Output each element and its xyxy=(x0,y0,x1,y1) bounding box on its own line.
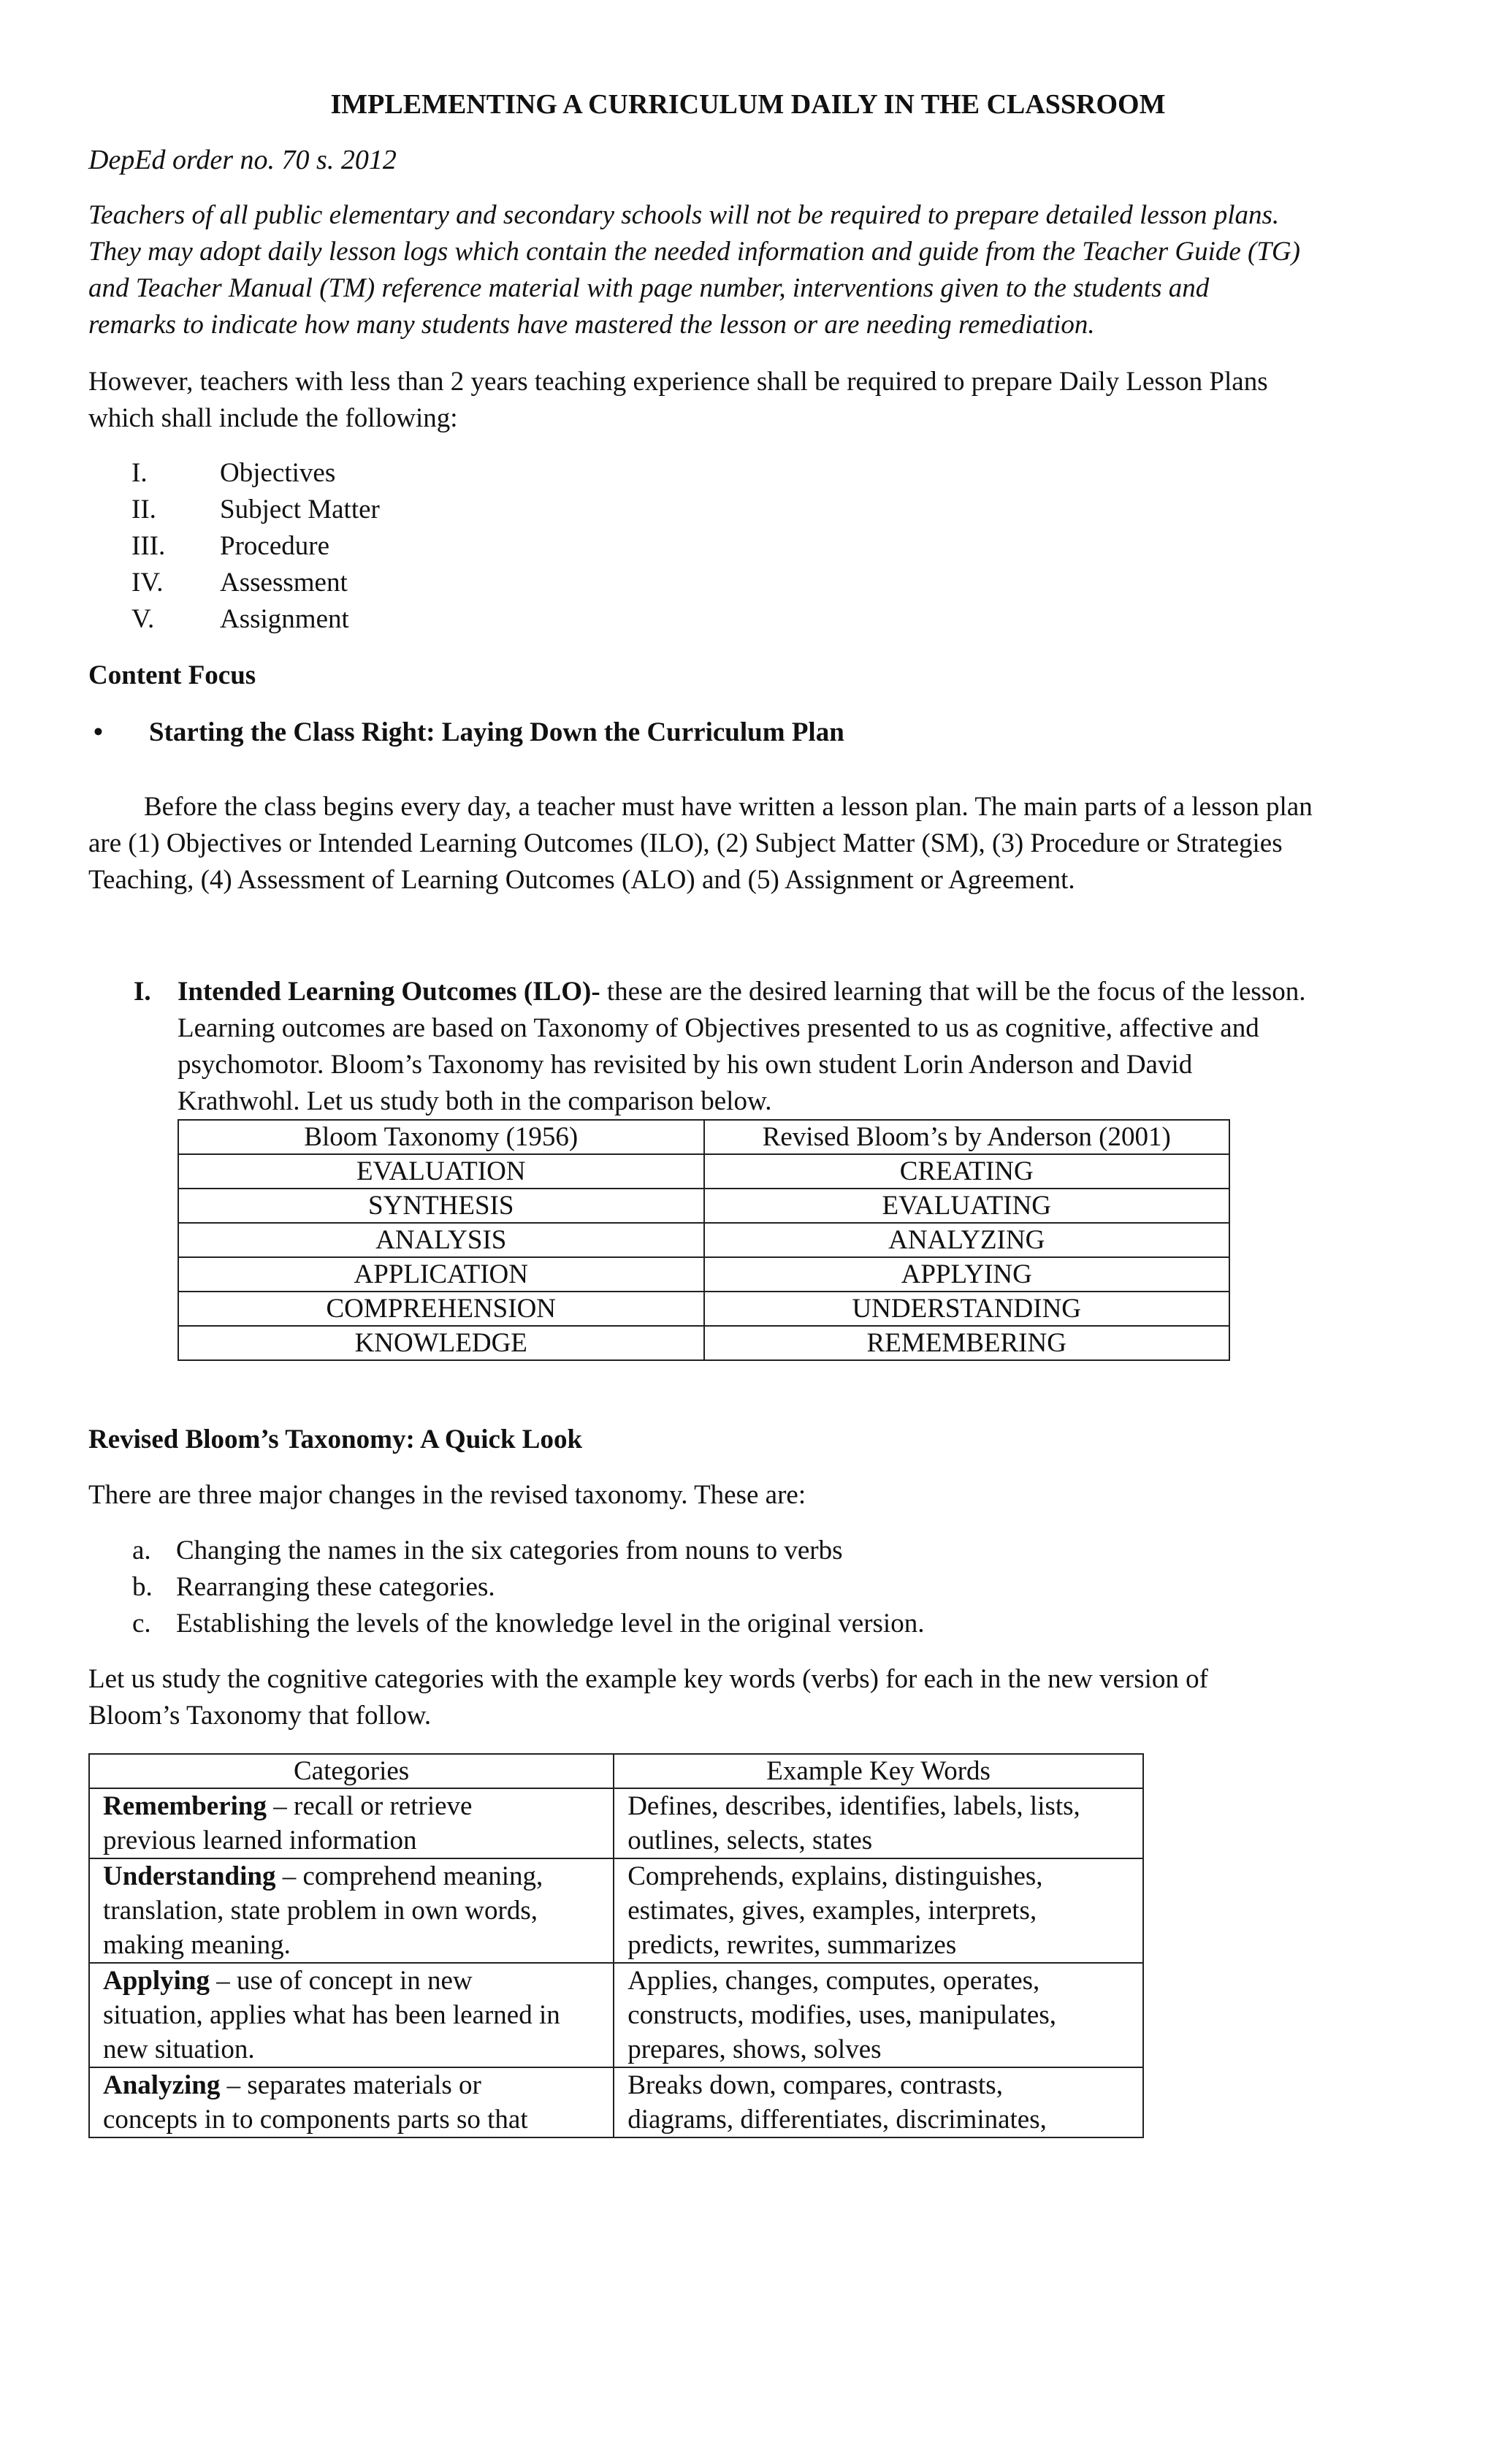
list-label: Procedure xyxy=(220,531,329,561)
list-item xyxy=(88,1569,924,1606)
table-header-cell: Bloom Taxonomy (1956) xyxy=(178,1120,704,1154)
category-term: Understanding xyxy=(103,1861,276,1891)
ilo-line: psychomotor. Bloom’s Taxonomy has revisited by his own student Lorin Anderson and David xyxy=(178,1050,1193,1080)
intro-line: and Teacher Manual (TM) reference material with page number, interventions given to the students and xyxy=(88,273,1210,303)
table-row xyxy=(89,1963,1143,2067)
keywords-line: predicts, rewrites, summarizes xyxy=(627,1930,957,1960)
category-cell xyxy=(89,2067,614,2137)
list-number: II. xyxy=(131,495,156,525)
paragraph-line: Teaching, (4) Assessment of Learning Outcomes (ALO) and (5) Assignment or Agreement. xyxy=(88,865,1075,895)
lesson-plan-paragraph xyxy=(88,789,1425,899)
paragraph-line: are (1) Objectives or Intended Learning Outcomes (ILO), (2) Subject Matter (SM), (3) Procedure or Strategies xyxy=(88,828,1283,858)
category-term: Remembering xyxy=(103,1791,267,1821)
list-letter: a. xyxy=(132,1536,151,1565)
keywords-line: outlines, selects, states xyxy=(627,1826,873,1855)
table-header-row xyxy=(178,1120,1229,1154)
table-row xyxy=(89,1858,1143,1963)
table-cell: COMPREHENSION xyxy=(178,1292,704,1326)
keywords-line: Breaks down, compares, contrasts, xyxy=(627,2070,1003,2100)
categories-table xyxy=(88,1753,1144,2138)
category-line xyxy=(103,2068,600,2102)
list-text: Establishing the levels of the knowledge level in the original version. xyxy=(176,1609,925,1639)
ilo-section xyxy=(134,974,1449,1120)
list-item xyxy=(88,601,380,638)
category-line: making meaning. xyxy=(103,1930,291,1960)
table-header-row xyxy=(89,1754,1143,1788)
list-number: III. xyxy=(131,531,166,561)
list-item xyxy=(88,455,380,492)
keywords-line: diagrams, differentiates, discriminates, xyxy=(627,2105,1047,2135)
ilo-first-line xyxy=(134,974,1449,1010)
category-cell xyxy=(89,1963,614,2067)
category-line: situation, applies what has been learned in xyxy=(103,2000,560,2030)
category-cell xyxy=(89,1788,614,1858)
keywords-line: Applies, changes, computes, operates, xyxy=(627,1966,1040,1996)
category-line xyxy=(103,1964,600,1998)
page-title: IMPLEMENTING A CURRICULUM DAILY IN THE CLASSROOM xyxy=(330,89,1166,120)
ilo-number: I. xyxy=(134,977,151,1007)
table-row xyxy=(178,1154,1229,1189)
list-number: I. xyxy=(131,458,148,488)
intro-line: Teachers of all public elementary and secondary schools will not be required to prepare detailed lesson plans. xyxy=(88,200,1280,230)
keywords-cell xyxy=(614,2067,1143,2137)
table-cell: SYNTHESIS xyxy=(178,1189,704,1223)
table-cell: CREATING xyxy=(704,1154,1230,1189)
table-header-cell: Example Key Words xyxy=(614,1754,1143,1788)
keywords-cell xyxy=(614,1858,1143,1963)
category-term: Analyzing xyxy=(103,2070,221,2100)
ilo-line: Krathwohl. Let us study both in the comparison below. xyxy=(178,1086,772,1116)
category-definition: – use of concept in new xyxy=(210,1966,473,1996)
list-label: Assignment xyxy=(220,604,349,634)
table-row xyxy=(178,1292,1229,1326)
deped-order: DepEd order no. 70 s. 2012 xyxy=(88,145,397,175)
lesson-parts-list xyxy=(88,455,380,638)
category-definition: – comprehend meaning, xyxy=(275,1861,543,1891)
list-number: V. xyxy=(131,604,155,634)
table-cell: APPLICATION xyxy=(178,1257,704,1292)
table-row xyxy=(178,1326,1229,1360)
ilo-line: Learning outcomes are based on Taxonomy of Objectives presented to us as cognitive, affective and xyxy=(178,1013,1259,1043)
intro-line: They may adopt daily lesson logs which contain the needed information and guide from the Teacher Guide (TG) xyxy=(88,237,1300,267)
intro-line: remarks to indicate how many students have mastered the lesson or are needing remediation. xyxy=(88,310,1095,340)
bullet-heading-row xyxy=(94,714,1430,751)
category-line: new situation. xyxy=(103,2034,255,2064)
list-text: Rearranging these categories. xyxy=(176,1572,495,1602)
study-paragraph xyxy=(88,1661,1425,1734)
list-label: Subject Matter xyxy=(220,495,380,525)
bullet-icon: • xyxy=(94,717,103,747)
category-definition: – recall or retrieve xyxy=(267,1791,473,1821)
category-line xyxy=(103,1859,600,1893)
however-line: However, teachers with less than 2 years teaching experience shall be required to prepare Daily Lesson Plans xyxy=(88,367,1268,397)
keywords-line: prepares, shows, solves xyxy=(627,2034,882,2064)
table-row xyxy=(178,1189,1229,1223)
quick-look-heading: Revised Bloom’s Taxonomy: A Quick Look xyxy=(88,1424,583,1454)
table-header-cell: Categories xyxy=(89,1754,614,1788)
bullet-heading: Starting the Class Right: Laying Down the Curriculum Plan xyxy=(149,717,844,747)
category-term: Applying xyxy=(103,1966,210,1996)
paragraph-line: Let us study the cognitive categories with the example key words (verbs) for each in the new version of xyxy=(88,1664,1208,1694)
list-label: Assessment xyxy=(220,568,348,598)
content-focus-heading: Content Focus xyxy=(88,660,256,690)
keywords-line: estimates, gives, examples, interprets, xyxy=(627,1896,1037,1926)
list-label: Objectives xyxy=(220,458,336,488)
keywords-cell xyxy=(614,1788,1143,1858)
list-item xyxy=(88,1533,924,1569)
list-letter: b. xyxy=(132,1572,153,1602)
changes-list xyxy=(88,1533,924,1642)
category-line xyxy=(103,1789,600,1823)
keywords-line: Comprehends, explains, distinguishes, xyxy=(627,1861,1043,1891)
bloom-comparison-table xyxy=(178,1119,1230,1361)
ilo-term: Intended Learning Outcomes (ILO)- xyxy=(178,977,600,1007)
category-cell xyxy=(89,1858,614,1963)
however-line: which shall include the following: xyxy=(88,403,458,433)
intro-paragraph xyxy=(88,197,1425,343)
table-row xyxy=(89,2067,1143,2137)
table-cell: EVALUATING xyxy=(704,1189,1230,1223)
changes-intro: There are three major changes in the revised taxonomy. These are: xyxy=(88,1480,806,1510)
list-item xyxy=(88,528,380,565)
table-header-cell: Revised Bloom’s by Anderson (2001) xyxy=(704,1120,1230,1154)
table-cell: KNOWLEDGE xyxy=(178,1326,704,1360)
table-cell: APPLYING xyxy=(704,1257,1230,1292)
paragraph-line: Bloom’s Taxonomy that follow. xyxy=(88,1701,432,1731)
table-cell: EVALUATION xyxy=(178,1154,704,1189)
keywords-cell xyxy=(614,1963,1143,2067)
list-item xyxy=(88,565,380,601)
however-paragraph xyxy=(88,364,1425,437)
table-cell: REMEMBERING xyxy=(704,1326,1230,1360)
list-number: IV. xyxy=(131,568,164,598)
keywords-line: Defines, describes, identifies, labels, lists, xyxy=(627,1791,1080,1821)
table-row xyxy=(178,1257,1229,1292)
category-line: concepts in to components parts so that xyxy=(103,2105,528,2135)
list-letter: c. xyxy=(132,1609,151,1639)
list-item xyxy=(88,492,380,528)
paragraph-line: Before the class begins every day, a teacher must have written a lesson plan. The main parts of a lesson plan xyxy=(144,792,1313,822)
category-line: previous learned information xyxy=(103,1826,417,1855)
table-row xyxy=(89,1788,1143,1858)
keywords-line: constructs, modifies, uses, manipulates, xyxy=(627,2000,1056,2030)
ilo-definition: these are the desired learning that will be the focus of the lesson. xyxy=(600,977,1306,1007)
table-cell: ANALYZING xyxy=(704,1223,1230,1257)
table-row xyxy=(178,1223,1229,1257)
category-line: translation, state problem in own words, xyxy=(103,1896,538,1926)
category-definition: – separates materials or xyxy=(220,2070,481,2100)
list-item xyxy=(88,1606,924,1642)
list-text: Changing the names in the six categories from nouns to verbs xyxy=(176,1536,843,1565)
table-cell: UNDERSTANDING xyxy=(704,1292,1230,1326)
table-cell: ANALYSIS xyxy=(178,1223,704,1257)
